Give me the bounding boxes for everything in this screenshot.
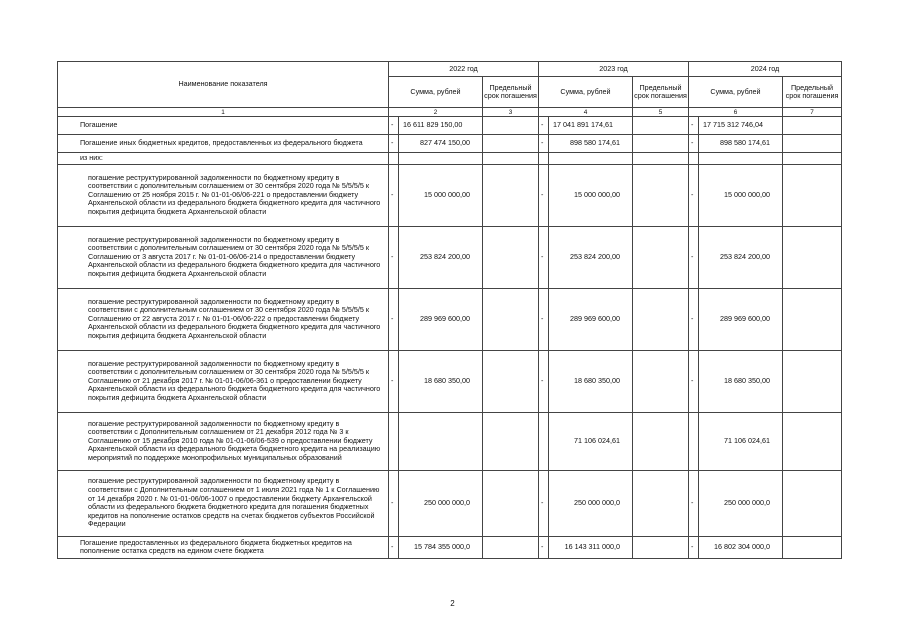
row-dash [689,153,699,165]
row-name: погашение реструктурированной задолженности по бюджетному кредиту в соответствии с Дополнительным соглашением от 1 июля 2021 года № 1 к Соглашению от 14 декабря 2020 г. № 01-01-06/06-1007 о предоставлении бюджету Архангельской области из федерального бюджета бюджетного кредита для погашения бюджетных кредитов на пополнение остатков средств на счетах бюджетов субъектов Российской Федерации [58,470,389,536]
header-row-years [58,62,842,77]
header-term-2023: Предельный срок погашения [633,77,689,108]
table-row [58,226,842,288]
row-amount-2024: 16 802 304 000,0 [699,536,783,558]
row-amount-2023: 17 041 891 174,61 [549,117,633,135]
row-amount-2023: 71 106 024,61 [549,412,633,470]
row-amount-2024: 18 680 350,00 [699,350,783,412]
row-amount-2022: 827 474 150,00 [399,135,483,153]
row-term [483,135,539,153]
row-dash: - [689,536,699,558]
row-term [483,164,539,226]
row-dash: - [539,164,549,226]
row-amount-2022 [399,153,483,165]
row-dash: - [539,226,549,288]
header-year-2022: 2022 год [389,62,539,77]
col-num: 6 [689,108,783,117]
row-amount-2024: 17 715 312 746,04 [699,117,783,135]
row-amount-2023: 289 969 600,00 [549,288,633,350]
row-amount-2023: 253 824 200,00 [549,226,633,288]
col-num: 1 [58,108,389,117]
row-term [633,536,689,558]
row-term [633,164,689,226]
header-year-2024: 2024 год [689,62,842,77]
row-dash: - [389,226,399,288]
row-name: погашение реструктурированной задолженности по бюджетному кредиту в соответствии с дополнительным соглашением от 30 сентября 2020 года № 5/5/5/5 к Соглашению от 25 ноября 2015 г. № 01-01-06/06-221 о предоставлении бюджету Архангельской области из федерального бюджета бюджетного кредита для частичного покрытия дефицита бюджета Архангельской области [58,164,389,226]
header-sum-2023: Сумма, рублей [539,77,633,108]
row-dash: - [389,288,399,350]
row-amount-2023: 250 000 000,0 [549,470,633,536]
row-amount-2024 [699,153,783,165]
row-amount-2024: 898 580 174,61 [699,135,783,153]
row-term [783,117,842,135]
table-row [58,135,842,153]
row-dash: - [689,226,699,288]
row-term [783,153,842,165]
header-term-2022: Предельный срок погашения [483,77,539,108]
row-term [633,226,689,288]
header-year-2023: 2023 год [539,62,689,77]
row-name: из них: [58,153,389,165]
row-term [483,536,539,558]
budget-table [57,61,842,559]
row-term [483,117,539,135]
table-row [58,164,842,226]
row-term [483,153,539,165]
row-amount-2023: 15 000 000,00 [549,164,633,226]
row-amount-2022 [399,412,483,470]
row-term [783,536,842,558]
header-sum-2022: Сумма, рублей [389,77,483,108]
table-row [58,412,842,470]
row-amount-2024: 253 824 200,00 [699,226,783,288]
col-num: 3 [483,108,539,117]
row-dash: - [389,164,399,226]
col-num: 2 [389,108,483,117]
row-name: Погашение иных бюджетных кредитов, предоставленных из федерального бюджета [58,135,389,153]
header-name: Наименование показателя [58,62,389,108]
row-name: погашение реструктурированной задолженности по бюджетному кредиту в соответствии с дополнительным соглашением от 30 сентября 2020 года № 5/5/5/5 к Соглашению от 22 августа 2017 г. № 01-01-06/06-222 о предоставлении бюджету Архангельской области из федерального бюджета бюджетного кредита для частичного покрытия дефицита бюджета Архангельской области [58,288,389,350]
row-dash: - [389,117,399,135]
row-name: погашение реструктурированной задолженности по бюджетному кредиту в соответствии с дополнительным соглашением от 30 сентября 2020 года № 5/5/5/5 к Соглашению от 21 декабря 2017 г. № 01-01-06/06-361 о предоставлении бюджету Архангельской области из федерального бюджета бюджетного кредита для частичного покрытия дефицита бюджета Архангельской области [58,350,389,412]
row-name: Погашение [58,117,389,135]
row-term [633,288,689,350]
row-term [633,412,689,470]
table-row [58,350,842,412]
row-name: погашение реструктурированной задолженности по бюджетному кредиту в соответствии с Дополнительным соглашением от 21 декабря 2012 года № 3 к Соглашению от 15 декабря 2010 года № 01-01-06/06-539 о предоставлении бюджету Архангельской области из федерального бюджета бюджетного кредита на реализацию мероприятий по поддержке монопрофильных муниципальных образований [58,412,389,470]
table-row [58,117,842,135]
row-dash [689,412,699,470]
row-amount-2023: 18 680 350,00 [549,350,633,412]
row-term [633,117,689,135]
header-term-2024: Предельный срок погашения [783,77,842,108]
page-number: 2 [450,599,455,608]
row-term [783,226,842,288]
table-body [58,117,842,559]
table-row [58,536,842,558]
row-amount-2022: 18 680 350,00 [399,350,483,412]
row-dash: - [539,117,549,135]
col-num: 4 [539,108,633,117]
row-amount-2024: 289 969 600,00 [699,288,783,350]
row-amount-2024: 71 106 024,61 [699,412,783,470]
row-term [633,470,689,536]
col-num: 7 [783,108,842,117]
row-term [483,470,539,536]
row-dash: - [689,350,699,412]
row-dash: - [539,350,549,412]
row-term [783,288,842,350]
row-term [633,153,689,165]
row-term [783,164,842,226]
row-amount-2023 [549,153,633,165]
row-amount-2022: 16 611 829 150,00 [399,117,483,135]
row-term [483,350,539,412]
row-dash: - [689,288,699,350]
row-term [783,350,842,412]
row-dash: - [539,135,549,153]
col-num: 5 [633,108,689,117]
row-term [633,135,689,153]
row-dash: - [689,470,699,536]
row-term [483,226,539,288]
row-dash: - [539,536,549,558]
row-term [483,412,539,470]
row-amount-2024: 15 000 000,00 [699,164,783,226]
row-amount-2022: 250 000 000,0 [399,470,483,536]
row-dash: - [539,470,549,536]
row-name: погашение реструктурированной задолженности по бюджетному кредиту в соответствии с дополнительным соглашением от 30 сентября 2020 года № 5/5/5/5 к Соглашению от 3 августа 2017 г. № 01-01-06/06-214 о предоставлении бюджету Архангельской области из федерального бюджета бюджетного кредита для частичного покрытия дефицита бюджета Архангельской области [58,226,389,288]
column-numbers-row [58,108,842,117]
row-dash: - [389,350,399,412]
row-dash [389,412,399,470]
row-amount-2023: 898 580 174,61 [549,135,633,153]
row-dash: - [389,536,399,558]
row-term [783,412,842,470]
row-amount-2024: 250 000 000,0 [699,470,783,536]
row-term [783,470,842,536]
row-term [483,288,539,350]
row-amount-2022: 15 000 000,00 [399,164,483,226]
table-row [58,288,842,350]
row-dash [389,153,399,165]
row-dash: - [689,164,699,226]
row-amount-2023: 16 143 311 000,0 [549,536,633,558]
header-sum-2024: Сумма, рублей [689,77,783,108]
row-dash: - [689,135,699,153]
row-term [783,135,842,153]
row-term [633,350,689,412]
row-amount-2022: 289 969 600,00 [399,288,483,350]
row-name: Погашение предоставленных из федерального бюджета бюджетных кредитов на пополнение остатка средств на едином счете бюджета [58,536,389,558]
row-dash: - [389,470,399,536]
row-dash [539,153,549,165]
row-dash: - [539,288,549,350]
row-dash [539,412,549,470]
row-dash: - [389,135,399,153]
table-row [58,153,842,165]
row-amount-2022: 15 784 355 000,0 [399,536,483,558]
row-amount-2022: 253 824 200,00 [399,226,483,288]
row-dash: - [689,117,699,135]
table-row [58,470,842,536]
